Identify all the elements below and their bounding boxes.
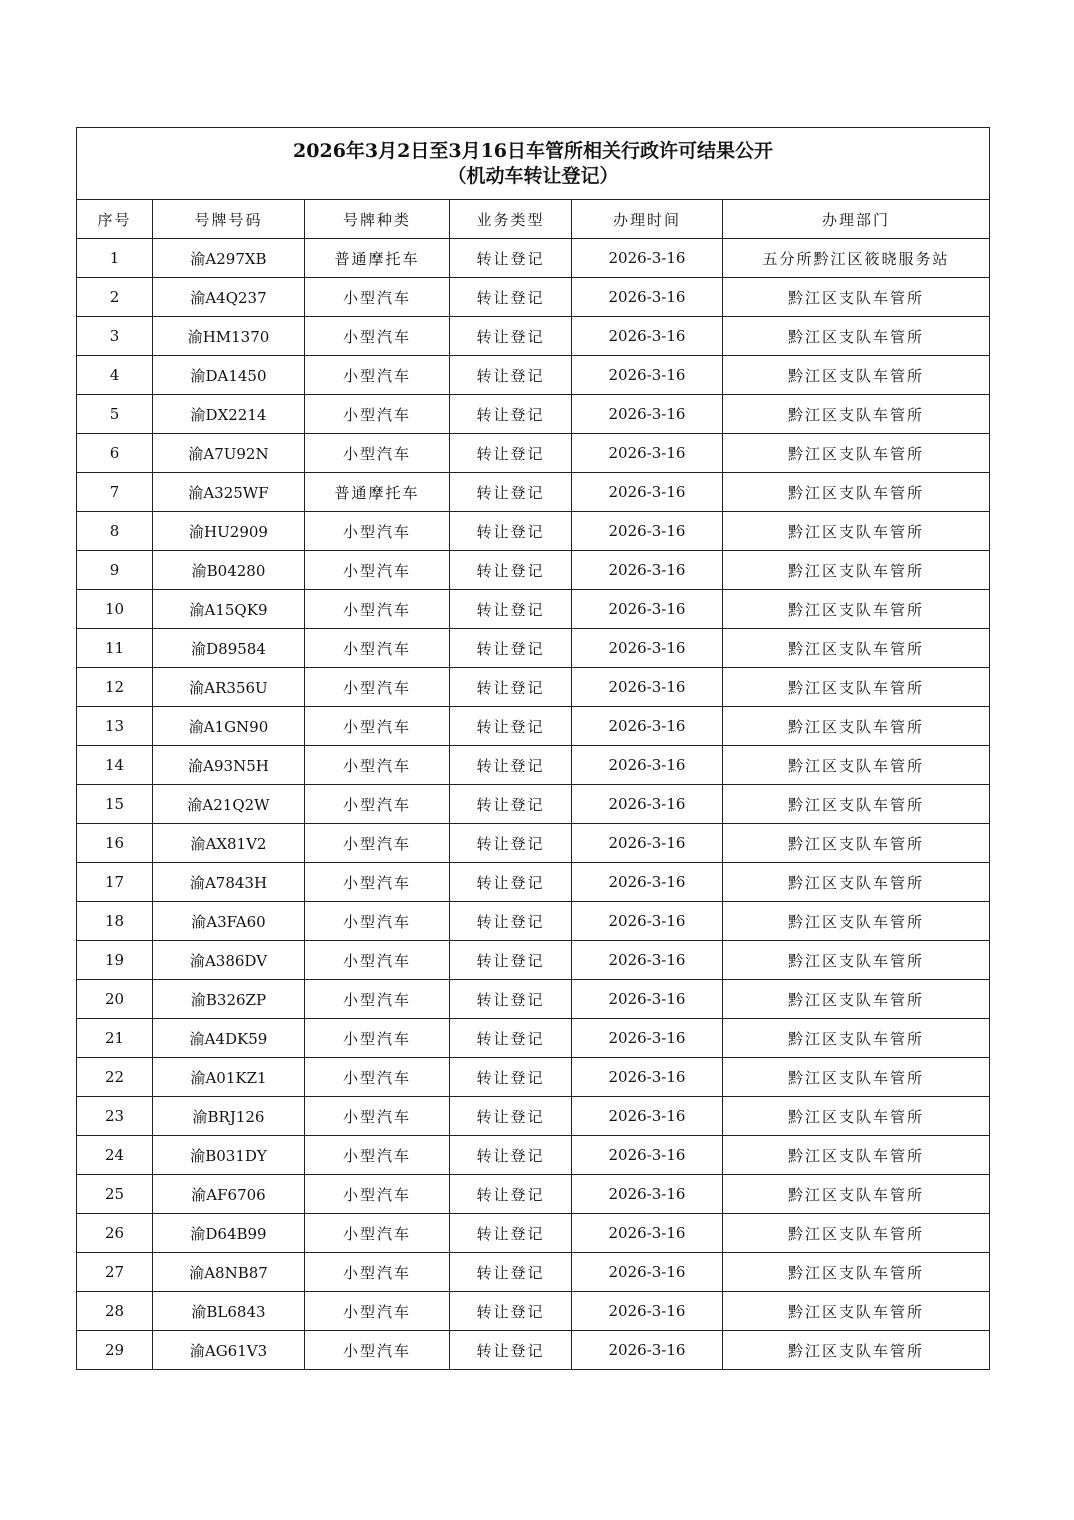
cell-plate-type: 小型汽车 <box>305 1136 450 1175</box>
cell-business-type: 转让登记 <box>450 824 572 863</box>
header-seq: 序号 <box>77 200 153 239</box>
cell-department: 黔江区支队车管所 <box>723 1019 990 1058</box>
table-row <box>77 863 990 902</box>
cell-seq: 18 <box>77 902 153 941</box>
cell-business-type: 转让登记 <box>450 1214 572 1253</box>
cell-plate-type: 小型汽车 <box>305 1292 450 1331</box>
cell-seq: 28 <box>77 1292 153 1331</box>
registration-table <box>76 127 990 1370</box>
cell-business-type: 转让登记 <box>450 551 572 590</box>
cell-seq: 9 <box>77 551 153 590</box>
cell-business-type: 转让登记 <box>450 1058 572 1097</box>
cell-process-time: 2026-3-16 <box>572 1136 723 1175</box>
cell-seq: 5 <box>77 395 153 434</box>
cell-department: 黔江区支队车管所 <box>723 941 990 980</box>
cell-plate-type: 小型汽车 <box>305 551 450 590</box>
cell-plate-number: 渝A297XB <box>153 239 305 278</box>
cell-plate-number: 渝A386DV <box>153 941 305 980</box>
cell-business-type: 转让登记 <box>450 863 572 902</box>
cell-department: 黔江区支队车管所 <box>723 629 990 668</box>
cell-plate-type: 小型汽车 <box>305 1058 450 1097</box>
cell-business-type: 转让登记 <box>450 1019 572 1058</box>
cell-seq: 17 <box>77 863 153 902</box>
cell-seq: 21 <box>77 1019 153 1058</box>
cell-department: 黔江区支队车管所 <box>723 785 990 824</box>
cell-process-time: 2026-3-16 <box>572 1019 723 1058</box>
cell-plate-type: 小型汽车 <box>305 512 450 551</box>
table-row <box>77 629 990 668</box>
cell-business-type: 转让登记 <box>450 1292 572 1331</box>
table-row <box>77 1253 990 1292</box>
cell-department: 黔江区支队车管所 <box>723 278 990 317</box>
cell-business-type: 转让登记 <box>450 473 572 512</box>
cell-business-type: 转让登记 <box>450 317 572 356</box>
cell-plate-type: 小型汽车 <box>305 785 450 824</box>
cell-department: 黔江区支队车管所 <box>723 317 990 356</box>
cell-process-time: 2026-3-16 <box>572 941 723 980</box>
cell-plate-number: 渝HM1370 <box>153 317 305 356</box>
cell-process-time: 2026-3-16 <box>572 1331 723 1370</box>
table-row <box>77 1019 990 1058</box>
title-row <box>77 128 990 200</box>
cell-department: 黔江区支队车管所 <box>723 863 990 902</box>
cell-seq: 6 <box>77 434 153 473</box>
table-row <box>77 317 990 356</box>
cell-plate-type: 普通摩托车 <box>305 239 450 278</box>
cell-department: 五分所黔江区筱晓服务站 <box>723 239 990 278</box>
cell-seq: 3 <box>77 317 153 356</box>
cell-plate-number: 渝A21Q2W <box>153 785 305 824</box>
cell-business-type: 转让登记 <box>450 395 572 434</box>
header-department: 办理部门 <box>723 200 990 239</box>
cell-plate-number: 渝AG61V3 <box>153 1331 305 1370</box>
cell-department: 黔江区支队车管所 <box>723 551 990 590</box>
cell-process-time: 2026-3-16 <box>572 746 723 785</box>
header-business-type: 业务类型 <box>450 200 572 239</box>
cell-plate-number: 渝BL6843 <box>153 1292 305 1331</box>
cell-process-time: 2026-3-16 <box>572 590 723 629</box>
cell-process-time: 2026-3-16 <box>572 1175 723 1214</box>
cell-plate-number: 渝A7843H <box>153 863 305 902</box>
cell-business-type: 转让登记 <box>450 902 572 941</box>
cell-process-time: 2026-3-16 <box>572 434 723 473</box>
cell-business-type: 转让登记 <box>450 980 572 1019</box>
cell-seq: 10 <box>77 590 153 629</box>
cell-seq: 19 <box>77 941 153 980</box>
cell-plate-number: 渝A1GN90 <box>153 707 305 746</box>
cell-plate-type: 小型汽车 <box>305 278 450 317</box>
table-row <box>77 590 990 629</box>
cell-department: 黔江区支队车管所 <box>723 512 990 551</box>
cell-department: 黔江区支队车管所 <box>723 1136 990 1175</box>
cell-department: 黔江区支队车管所 <box>723 980 990 1019</box>
cell-plate-type: 小型汽车 <box>305 902 450 941</box>
cell-seq: 20 <box>77 980 153 1019</box>
cell-department: 黔江区支队车管所 <box>723 1331 990 1370</box>
cell-plate-type: 小型汽车 <box>305 1097 450 1136</box>
cell-plate-type: 小型汽车 <box>305 395 450 434</box>
cell-plate-number: 渝A325WF <box>153 473 305 512</box>
cell-business-type: 转让登记 <box>450 785 572 824</box>
cell-seq: 26 <box>77 1214 153 1253</box>
cell-process-time: 2026-3-16 <box>572 1253 723 1292</box>
table-row <box>77 785 990 824</box>
cell-business-type: 转让登记 <box>450 512 572 551</box>
title-line-1: 2026年3月2日至3月16日车管所相关行政许可结果公开 <box>293 139 774 162</box>
cell-plate-number: 渝BRJ126 <box>153 1097 305 1136</box>
cell-process-time: 2026-3-16 <box>572 278 723 317</box>
cell-business-type: 转让登记 <box>450 356 572 395</box>
cell-plate-number: 渝A7U92N <box>153 434 305 473</box>
cell-process-time: 2026-3-16 <box>572 317 723 356</box>
header-process-time: 办理时间 <box>572 200 723 239</box>
table-row <box>77 239 990 278</box>
table-row <box>77 551 990 590</box>
cell-seq: 1 <box>77 239 153 278</box>
table-row <box>77 1292 990 1331</box>
cell-business-type: 转让登记 <box>450 1253 572 1292</box>
cell-department: 黔江区支队车管所 <box>723 395 990 434</box>
cell-business-type: 转让登记 <box>450 1175 572 1214</box>
cell-process-time: 2026-3-16 <box>572 1058 723 1097</box>
cell-plate-number: 渝A8NB87 <box>153 1253 305 1292</box>
table-row <box>77 707 990 746</box>
table-row <box>77 902 990 941</box>
cell-department: 黔江区支队车管所 <box>723 590 990 629</box>
table-row <box>77 1136 990 1175</box>
table-row <box>77 434 990 473</box>
cell-plate-number: 渝AR356U <box>153 668 305 707</box>
cell-business-type: 转让登记 <box>450 629 572 668</box>
cell-plate-type: 小型汽车 <box>305 1019 450 1058</box>
cell-process-time: 2026-3-16 <box>572 629 723 668</box>
table-row <box>77 1058 990 1097</box>
cell-seq: 11 <box>77 629 153 668</box>
cell-department: 黔江区支队车管所 <box>723 1214 990 1253</box>
document-sheet <box>76 127 989 1370</box>
cell-business-type: 转让登记 <box>450 746 572 785</box>
cell-plate-type: 小型汽车 <box>305 707 450 746</box>
cell-department: 黔江区支队车管所 <box>723 707 990 746</box>
cell-seq: 4 <box>77 356 153 395</box>
cell-plate-type: 小型汽车 <box>305 668 450 707</box>
cell-department: 黔江区支队车管所 <box>723 668 990 707</box>
cell-business-type: 转让登记 <box>450 1136 572 1175</box>
cell-department: 黔江区支队车管所 <box>723 1292 990 1331</box>
cell-plate-number: 渝B326ZP <box>153 980 305 1019</box>
table-row <box>77 1175 990 1214</box>
cell-department: 黔江区支队车管所 <box>723 473 990 512</box>
cell-plate-number: 渝B031DY <box>153 1136 305 1175</box>
cell-plate-type: 小型汽车 <box>305 824 450 863</box>
cell-business-type: 转让登记 <box>450 941 572 980</box>
cell-seq: 16 <box>77 824 153 863</box>
cell-plate-number: 渝A4DK59 <box>153 1019 305 1058</box>
table-row <box>77 278 990 317</box>
table-row <box>77 980 990 1019</box>
cell-plate-type: 小型汽车 <box>305 434 450 473</box>
cell-process-time: 2026-3-16 <box>572 668 723 707</box>
table-row <box>77 746 990 785</box>
cell-business-type: 转让登记 <box>450 1097 572 1136</box>
cell-plate-type: 小型汽车 <box>305 746 450 785</box>
cell-seq: 29 <box>77 1331 153 1370</box>
table-row <box>77 1331 990 1370</box>
title-line-2: （机动车转让登记） <box>447 164 619 187</box>
cell-department: 黔江区支队车管所 <box>723 1058 990 1097</box>
cell-department: 黔江区支队车管所 <box>723 746 990 785</box>
table-row <box>77 668 990 707</box>
cell-plate-type: 小型汽车 <box>305 1331 450 1370</box>
cell-process-time: 2026-3-16 <box>572 1097 723 1136</box>
table-row <box>77 473 990 512</box>
cell-process-time: 2026-3-16 <box>572 785 723 824</box>
cell-plate-type: 小型汽车 <box>305 941 450 980</box>
table-row <box>77 1097 990 1136</box>
cell-department: 黔江区支队车管所 <box>723 356 990 395</box>
cell-business-type: 转让登记 <box>450 707 572 746</box>
cell-process-time: 2026-3-16 <box>572 863 723 902</box>
cell-department: 黔江区支队车管所 <box>723 1253 990 1292</box>
cell-plate-type: 小型汽车 <box>305 863 450 902</box>
cell-department: 黔江区支队车管所 <box>723 1175 990 1214</box>
cell-seq: 23 <box>77 1097 153 1136</box>
cell-process-time: 2026-3-16 <box>572 824 723 863</box>
cell-plate-number: 渝AX81V2 <box>153 824 305 863</box>
cell-seq: 2 <box>77 278 153 317</box>
cell-seq: 8 <box>77 512 153 551</box>
cell-plate-type: 小型汽车 <box>305 1253 450 1292</box>
cell-seq: 22 <box>77 1058 153 1097</box>
cell-department: 黔江区支队车管所 <box>723 1097 990 1136</box>
cell-business-type: 转让登记 <box>450 668 572 707</box>
cell-plate-number: 渝A3FA60 <box>153 902 305 941</box>
cell-department: 黔江区支队车管所 <box>723 902 990 941</box>
cell-plate-number: 渝HU2909 <box>153 512 305 551</box>
cell-process-time: 2026-3-16 <box>572 980 723 1019</box>
cell-seq: 15 <box>77 785 153 824</box>
cell-plate-type: 小型汽车 <box>305 1175 450 1214</box>
table-row <box>77 824 990 863</box>
cell-process-time: 2026-3-16 <box>572 902 723 941</box>
cell-seq: 25 <box>77 1175 153 1214</box>
cell-process-time: 2026-3-16 <box>572 1292 723 1331</box>
cell-seq: 12 <box>77 668 153 707</box>
cell-seq: 7 <box>77 473 153 512</box>
cell-plate-number: 渝A15QK9 <box>153 590 305 629</box>
table-row <box>77 1214 990 1253</box>
cell-process-time: 2026-3-16 <box>572 512 723 551</box>
table-row <box>77 512 990 551</box>
cell-seq: 13 <box>77 707 153 746</box>
cell-plate-number: 渝A01KZ1 <box>153 1058 305 1097</box>
table-row <box>77 941 990 980</box>
cell-plate-number: 渝A93N5H <box>153 746 305 785</box>
cell-plate-number: 渝AF6706 <box>153 1175 305 1214</box>
cell-process-time: 2026-3-16 <box>572 395 723 434</box>
cell-business-type: 转让登记 <box>450 434 572 473</box>
cell-process-time: 2026-3-16 <box>572 551 723 590</box>
document-title <box>77 128 990 200</box>
cell-process-time: 2026-3-16 <box>572 356 723 395</box>
cell-business-type: 转让登记 <box>450 590 572 629</box>
cell-seq: 24 <box>77 1136 153 1175</box>
cell-plate-number: 渝B04280 <box>153 551 305 590</box>
cell-department: 黔江区支队车管所 <box>723 434 990 473</box>
cell-plate-type: 小型汽车 <box>305 629 450 668</box>
cell-business-type: 转让登记 <box>450 239 572 278</box>
cell-plate-type: 小型汽车 <box>305 1214 450 1253</box>
table-row <box>77 395 990 434</box>
cell-plate-number: 渝D89584 <box>153 629 305 668</box>
cell-plate-number: 渝DA1450 <box>153 356 305 395</box>
cell-plate-type: 普通摩托车 <box>305 473 450 512</box>
cell-process-time: 2026-3-16 <box>572 239 723 278</box>
cell-plate-type: 小型汽车 <box>305 980 450 1019</box>
cell-process-time: 2026-3-16 <box>572 1214 723 1253</box>
header-row <box>77 200 990 239</box>
header-plate-number: 号牌号码 <box>153 200 305 239</box>
cell-plate-number: 渝DX2214 <box>153 395 305 434</box>
header-plate-type: 号牌种类 <box>305 200 450 239</box>
cell-process-time: 2026-3-16 <box>572 707 723 746</box>
cell-plate-number: 渝D64B99 <box>153 1214 305 1253</box>
cell-seq: 14 <box>77 746 153 785</box>
cell-department: 黔江区支队车管所 <box>723 824 990 863</box>
cell-business-type: 转让登记 <box>450 1331 572 1370</box>
cell-plate-type: 小型汽车 <box>305 317 450 356</box>
cell-process-time: 2026-3-16 <box>572 473 723 512</box>
cell-seq: 27 <box>77 1253 153 1292</box>
cell-business-type: 转让登记 <box>450 278 572 317</box>
table-row <box>77 356 990 395</box>
cell-plate-number: 渝A4Q237 <box>153 278 305 317</box>
cell-plate-type: 小型汽车 <box>305 356 450 395</box>
cell-plate-type: 小型汽车 <box>305 590 450 629</box>
